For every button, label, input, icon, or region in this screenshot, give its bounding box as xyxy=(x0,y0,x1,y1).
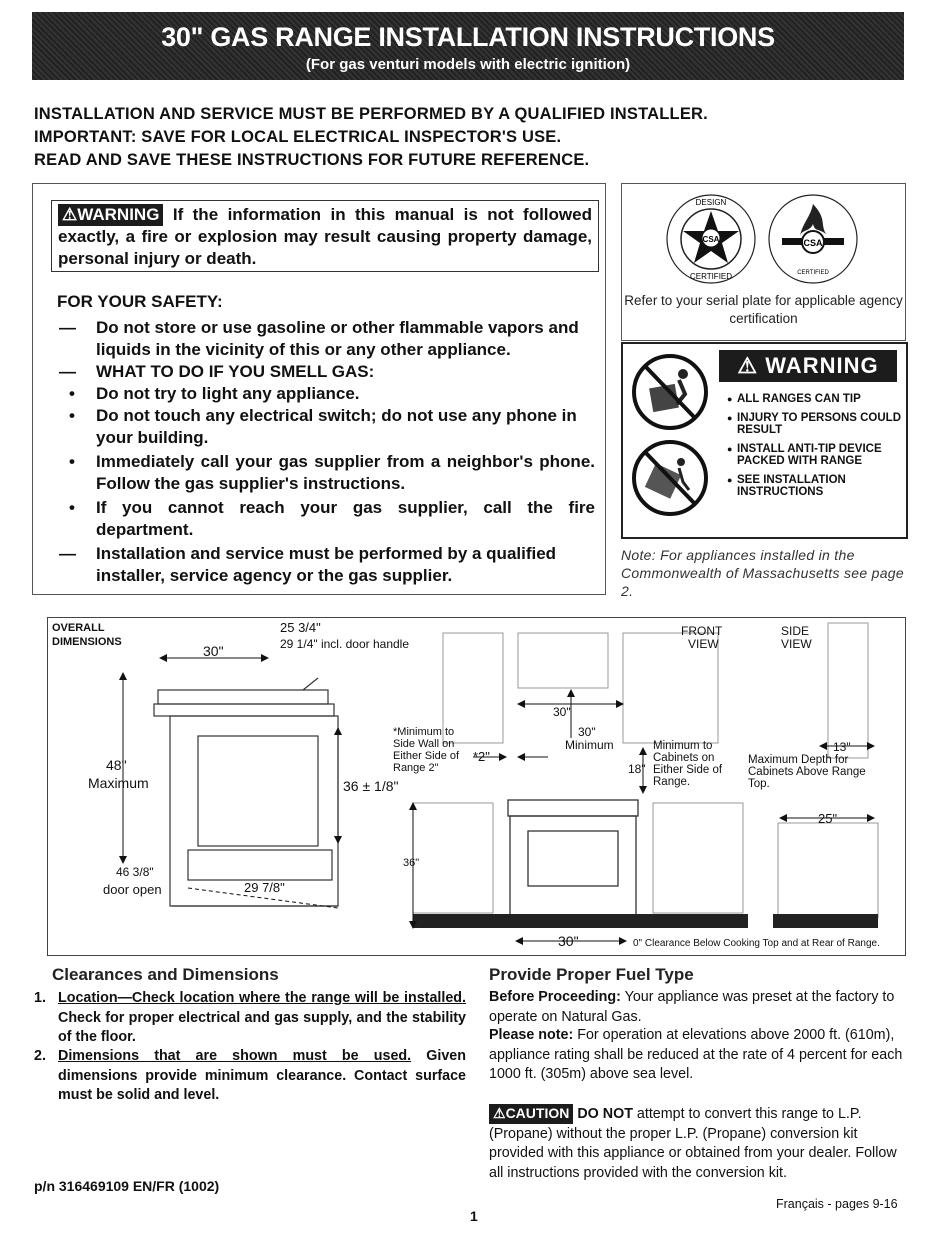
safety-bullet-2: • Do not touch any electrical switch; do not use any phone in your building. xyxy=(69,406,577,447)
warning-triangle-icon: ⚠ xyxy=(62,205,78,224)
dim-13: 13" xyxy=(833,740,851,754)
clearances-item-2: 2. Dimensions that are shown must be used. Given dimensions provide minimum clearance. Contact surface must be solid and level. xyxy=(34,1048,466,1103)
front-label: FRONT xyxy=(681,624,723,638)
clearances-item-1: 1. Location—Check location where the range will be installed. Check for proper electrical and gas supply, and the stability of the floor. xyxy=(34,990,466,1045)
dim-25-3-4: 25 3/4" xyxy=(280,620,321,635)
dim-30-minimum-value: 30" xyxy=(553,705,571,719)
part-number: p/n 316469109 EN/FR (1002) xyxy=(34,1178,220,1194)
dim-48: 48" xyxy=(106,757,127,773)
dim-30-bottom: 30" xyxy=(558,933,579,949)
dim-30-top: 30" xyxy=(578,725,596,739)
caution-triangle-icon: ⚠ xyxy=(493,1105,506,1121)
tip-warning-item: ● SEE INSTALLATION INSTRUCTIONS xyxy=(727,474,887,499)
range-side-drawing xyxy=(154,678,338,906)
child-on-door-hazard-icon xyxy=(634,442,706,514)
seal-bottom-label: CERTIFIED xyxy=(689,272,733,281)
design-certified-seal-icon xyxy=(667,195,755,283)
dim-minimum-label: Minimum xyxy=(565,738,614,752)
min-cabinets-note: Minimum to Cabinets on Either Side of Range. xyxy=(653,740,723,788)
clearances-heading: Clearances and Dimensions xyxy=(52,965,279,984)
safety-bullet-1: • Do not try to light any appliance. xyxy=(69,384,360,403)
overall-label: OVERALL xyxy=(52,622,105,634)
max-depth-note: Maximum Depth for Cabinets Above Range Top. xyxy=(748,754,866,790)
dim-29-1-4: 29 1/4" incl. door handle xyxy=(280,637,410,651)
front-view-range xyxy=(508,800,638,916)
for-your-safety-heading: FOR YOUR SAFETY: xyxy=(57,292,223,311)
fuel-caution: ⚠CAUTION DO NOT attempt to convert this range to L.P. (Propane) without the proper L.P. (Propane) conversion kit provided with this appliance or obtained from your dealer. Follow all instructions provided with the conversion kit. xyxy=(489,1105,897,1181)
fire-warning-box xyxy=(51,200,599,272)
front-view-label: VIEW xyxy=(688,637,719,651)
range-tip-hazard-icon xyxy=(634,356,706,428)
warning-badge: ⚠WARNING xyxy=(58,204,163,226)
clearance-note: 0" Clearance Below Cooking Top and at Rear of Range. xyxy=(633,938,880,949)
side-view-label: VIEW xyxy=(781,637,812,651)
toe-kick-base xyxy=(413,914,748,928)
important-line-3: READ AND SAVE THESE INSTRUCTIONS FOR FUTURE REFERENCE. xyxy=(34,151,590,169)
dim-46-3-8: 46 3/8" xyxy=(116,865,154,879)
francais-pages: Français - pages 9-16 xyxy=(776,1197,898,1211)
tip-warning-box xyxy=(621,342,908,539)
tip-warning-item: ● ALL RANGES CAN TIP xyxy=(727,393,887,406)
document-title: 30" GAS RANGE INSTALLATION INSTRUCTIONS xyxy=(161,22,775,52)
csa-flame-seal-icon xyxy=(769,195,857,283)
massachusetts-note: Note: For appliances installed in the Commonwealth of Massachusetts see page 2. xyxy=(621,547,904,599)
seal2-center-label: CSA xyxy=(803,238,823,248)
seal-center-label: CSA xyxy=(702,235,720,244)
caution-badge: ⚠CAUTION xyxy=(489,1104,573,1124)
page-number: 1 xyxy=(470,1208,478,1224)
tip-warning-list xyxy=(727,393,902,505)
door-open-label: door open xyxy=(103,882,162,897)
tip-warning-item: ● INJURY TO PERSONS COULD RESULT xyxy=(727,412,902,437)
dim-29-7-8: 29 7/8" xyxy=(244,880,285,895)
dimensions-diagram xyxy=(47,617,906,956)
certification-refer-text: Refer to your serial plate for applicable agency certification xyxy=(624,293,903,326)
header-banner xyxy=(32,12,904,80)
dim-36-bottom: 36" xyxy=(403,857,420,869)
fire-warning-text: ⚠WARNING If the information in this manual is not followed exactly, a fire or explosion may result causing property damage, personal injury or death. xyxy=(58,205,592,268)
safety-box xyxy=(32,183,606,595)
safety-dash-2: — WHAT TO DO IF YOU SMELL GAS: xyxy=(59,362,375,381)
tip-warning-title: ⚠ WARNING xyxy=(719,350,897,382)
safety-bullet-4: • If you cannot reach your gas supplier, call the fire department. xyxy=(69,498,595,539)
warning-triangle-icon: ⚠ xyxy=(737,353,766,378)
dim-30: 30" xyxy=(203,643,224,659)
document-subtitle: (For gas venturi models with electric ignition) xyxy=(305,56,631,73)
safety-dash-3: — Installation and service must be performed by a qualified installer, service agency or the gas supplier. xyxy=(59,544,557,585)
dim-maximum: Maximum xyxy=(88,775,149,791)
dim-36: 36 ± 1/8" xyxy=(343,778,399,794)
min-side-wall-note: *Minimum to Side Wall on Either Side of Range 2" xyxy=(393,726,460,774)
safety-dash-1: — Do not store or use gasoline or other flammable vapors and liquids in the vicinity of this or any other appliance. xyxy=(59,318,579,359)
certification-box xyxy=(621,183,906,341)
dimensions-label: DIMENSIONS xyxy=(52,636,122,648)
important-line-2: IMPORTANT: SAVE FOR LOCAL ELECTRICAL INSPECTOR'S USE. xyxy=(34,128,562,146)
side-toe-kick-base xyxy=(773,914,878,928)
dimensions-drawing xyxy=(48,618,905,955)
dim-star-2: *2" xyxy=(473,749,490,764)
fuel-before-proceeding: Before Proceeding: Your appliance was preset at the factory to operate on Natural Gas. xyxy=(489,989,895,1025)
important-line-1: INSTALLATION AND SERVICE MUST BE PERFORMED BY A QUALIFIED INSTALLER. xyxy=(34,105,708,123)
safety-bullet-3: • Immediately call your gas supplier from a neighbor's phone. Follow the gas supplier's instructions. xyxy=(69,452,595,493)
seal2-bottom-label: CERTIFIED xyxy=(797,270,829,276)
fuel-please-note: Please note: For operation at elevations above 2000 ft. (610m), appliance rating shall be reduced at the rate of 4 percent for each 1000 ft. (305m) above sea level. xyxy=(489,1027,903,1082)
tip-warning-item: ● INSTALL ANTI-TIP DEVICE PACKED WITH RANGE xyxy=(727,443,887,468)
seal-top-label: DESIGN xyxy=(695,198,727,207)
side-label: SIDE xyxy=(781,624,810,638)
dim-18: 18" xyxy=(628,762,646,776)
dim-25: 25" xyxy=(818,811,838,826)
fuel-heading: Provide Proper Fuel Type xyxy=(489,965,694,984)
